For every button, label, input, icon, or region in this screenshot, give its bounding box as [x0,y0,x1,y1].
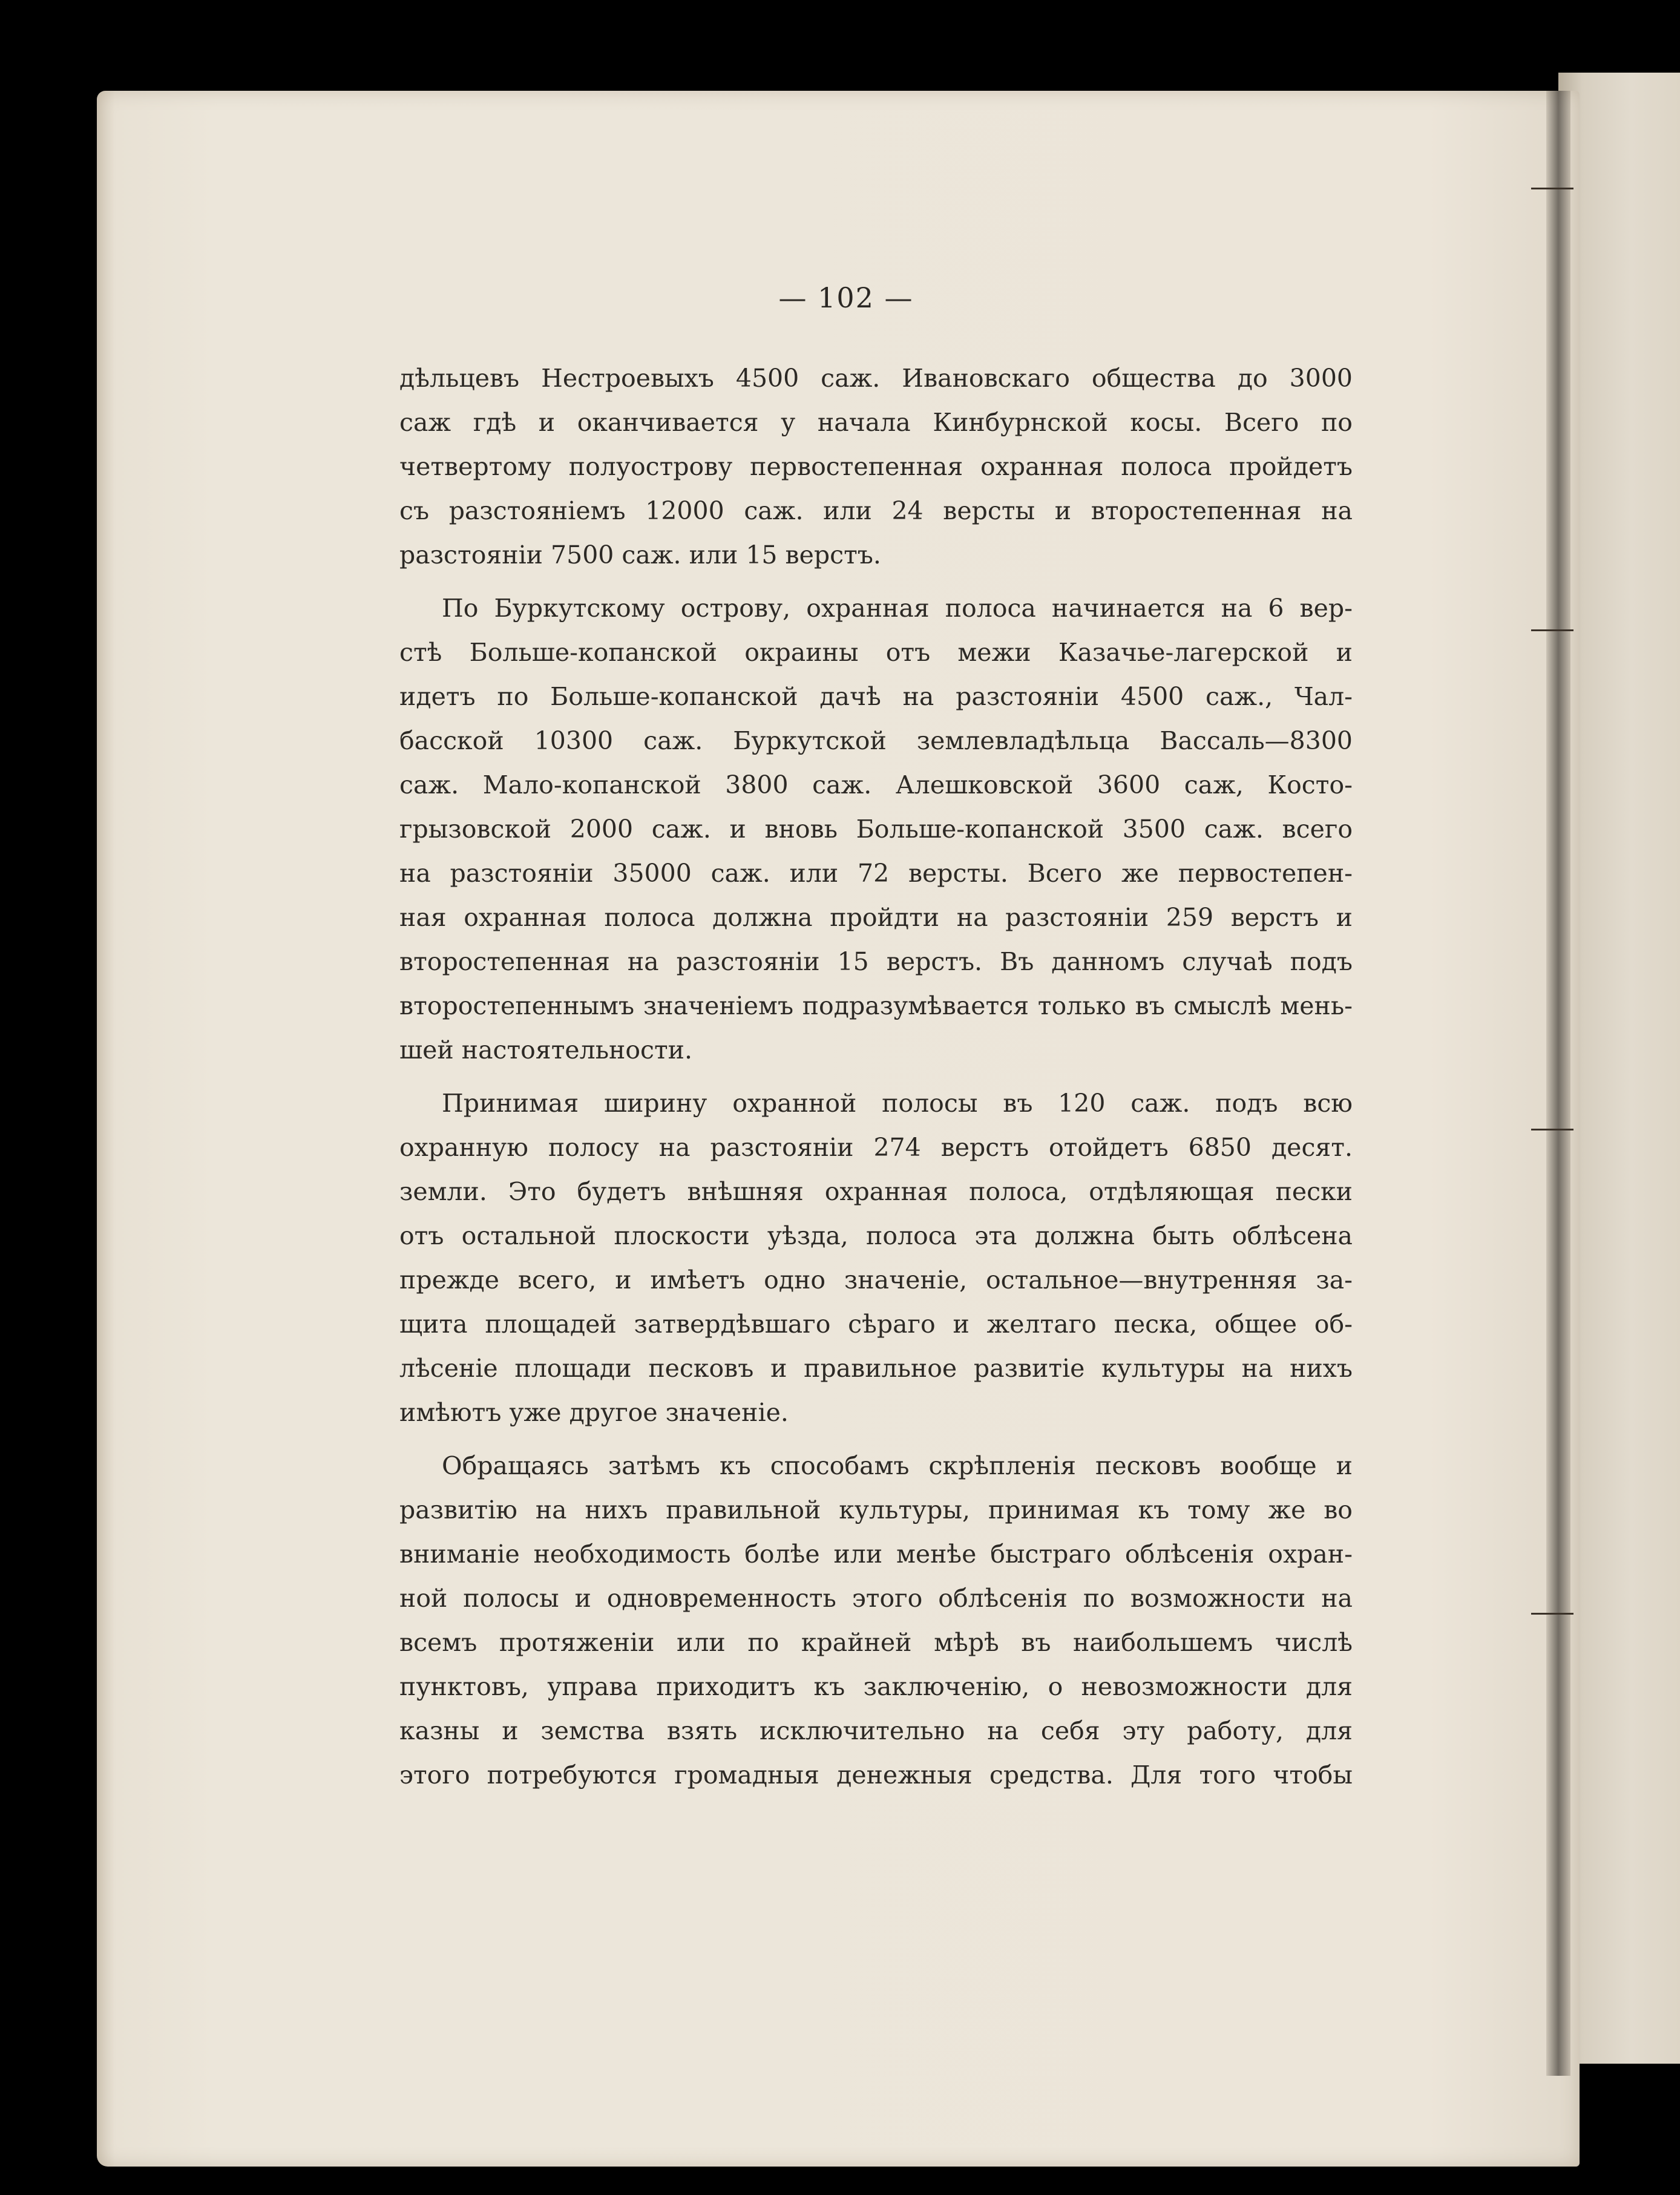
text-line: всемъ протяженіи или по крайней мѣрѣ въ наибольшемъ числѣ [399,1628,1353,1657]
text-line: пунктовъ, управа приходитъ къ заключенію, о невозможности для [399,1672,1353,1701]
text-line: земли. Это будетъ внѣшняя охранная полоса, отдѣляющая пески [399,1177,1353,1206]
text-line: этого потребуются громадныя денежныя средства. Для того чтобы [399,1760,1353,1790]
page-number: — 102 — [778,281,914,314]
binding-thread [1531,1613,1573,1615]
text-line: басской 10300 саж. Буркутской землевладѣльца Вассаль—8300 [399,726,1353,755]
text-line: Принимая ширину охранной полосы въ 120 саж. подъ всю [442,1089,1353,1118]
text-line: Обращаясь затѣмъ къ способамъ скрѣпленія песковъ вообще и [442,1451,1353,1480]
binding-thread [1531,629,1573,631]
text-line: четвертому полуострову первостепенная охранная полоса пройдетъ [399,452,1353,481]
text-line: лѣсеніе площади песковъ и правильное развитіе культуры на нихъ [399,1354,1353,1383]
text-line: ной полосы и одновременность этого облѣсенія по возможности на [399,1584,1353,1613]
text-line: прежде всего, и имѣетъ одно значеніе, остальное—внутренняя за- [399,1265,1353,1294]
text-line: ная охранная полоса должна пройдти на разстояніи 259 верстъ и [399,903,1353,932]
text-line: дѣльцевъ Нестроевыхъ 4500 саж. Ивановскаго общества до 3000 [399,364,1353,393]
text-line: грызовской 2000 саж. и вновь Больше-копанской 3500 саж. всего [399,815,1353,844]
text-line: съ разстояніемъ 12000 саж. или 24 версты и второстепенная на [399,496,1353,525]
text-line: шей настоятельности. [399,1035,693,1065]
text-line: охранную полосу на разстояніи 274 верстъ отойдетъ 6850 десят. [399,1133,1353,1162]
text-line: на разстояніи 35000 саж. или 72 версты. Всего же первостепен- [399,859,1353,888]
text-line: имѣютъ уже другое значеніе. [399,1398,789,1427]
text-line: второстепенная на разстояніи 15 верстъ. Въ данномъ случаѣ подъ [399,947,1353,976]
text-line: саж. Мало-копанской 3800 саж. Алешковской 3600 саж, Косто- [399,770,1353,799]
text-line: отъ остальной плоскости уѣзда, полоса эта должна быть облѣсена [399,1221,1353,1250]
text-line: разстояніи 7500 саж. или 15 верстъ. [399,540,881,569]
text-line: саж гдѣ и оканчивается у начала Кинбурнской косы. Всего по [399,408,1353,437]
text-line: идетъ по Больше-копанской дачѣ на разстояніи 4500 саж., Чал- [399,682,1353,711]
binding-thread [1531,188,1573,189]
text-line: развитію на нихъ правильной культуры, принимая къ тому же во [399,1495,1353,1524]
text-line: стѣ Больше-копанской окраины отъ межи Казачье-лагерской и [399,638,1353,667]
text-line: казны и земства взять исключительно на себя эту работу, для [399,1716,1353,1745]
text-line: вниманіе необходимость болѣе или менѣе быстраго облѣсенія охран- [399,1540,1353,1569]
book-gutter [1546,91,1570,2076]
text-line: щита площадей затвердѣвшаго сѣраго и желтаго песка, общее об- [399,1310,1353,1339]
text-line: По Буркутскому острову, охранная полоса начинается на 6 вер- [442,594,1353,623]
binding-thread [1531,1129,1573,1130]
text-line: второстепеннымъ значеніемъ подразумѣвается только въ смыслѣ мень- [399,991,1353,1020]
